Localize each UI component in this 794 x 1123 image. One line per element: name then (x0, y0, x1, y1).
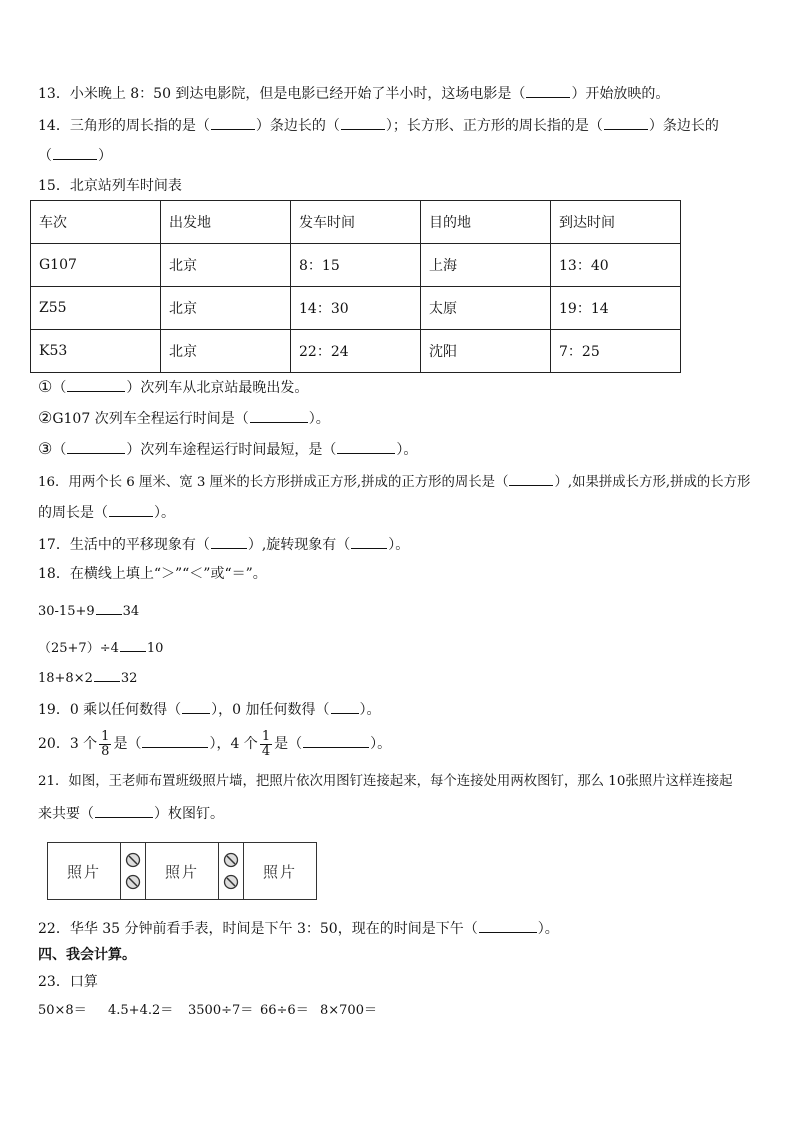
answer-blank[interactable] (303, 734, 369, 748)
answer-blank[interactable] (109, 503, 153, 517)
calc-item: 4.5+4.2＝ (108, 1003, 174, 1018)
answer-blank[interactable] (526, 84, 570, 98)
question-13: 13．小米晚上 8：50 到达电影院，但是电影已经开始了半小时，这场电影是（ ）开始放映的。 (38, 86, 670, 102)
answer-blank[interactable] (96, 601, 122, 615)
pushpin-icon (223, 874, 239, 890)
photo: 照片 (164, 862, 199, 881)
answer-blank[interactable] (53, 146, 97, 160)
answer-blank[interactable] (250, 409, 308, 423)
table-cell: 8：15 (291, 244, 421, 287)
table-cell: 7：25 (551, 330, 681, 373)
answer-blank[interactable] (120, 638, 146, 652)
table-cell: 沈阳 (421, 330, 551, 373)
question-22: 22．华华 35 分钟前看手表，时间是下午 3：50，现在的时间是下午（ ）。 (38, 921, 559, 937)
table-cell: 13：40 (551, 244, 681, 287)
answer-blank[interactable] (509, 472, 553, 486)
pushpin-icon (125, 852, 141, 868)
question-15-sub3: ③（ ）次列车途程运行时间最短，是（ ）。 (38, 439, 418, 458)
answer-blank[interactable] (211, 116, 255, 130)
table-cell: K53 (31, 330, 161, 373)
table-cell: 22：24 (291, 330, 421, 373)
compare-expression: 18+8×2 32 (38, 668, 137, 688)
calc-item: 66÷6＝ (260, 1003, 309, 1018)
compare-expression: （25+7）÷4 10 (38, 638, 163, 658)
photo-wall-figure (47, 842, 317, 900)
question-16-cont: 的周长是（ ）。 (38, 505, 175, 521)
answer-blank[interactable] (182, 700, 210, 714)
compare-expression: 30-15+9 34 (38, 601, 139, 621)
table-cell: 上海 (421, 244, 551, 287)
answer-blank[interactable] (341, 116, 385, 130)
oral-calc-row (38, 1002, 390, 1020)
header-cell: 出发地 (161, 201, 291, 244)
question-21: 21．如图，王老师布置班级照片墙，把照片依次用图钉连接起来，每个连接处用两枚图钉，那么 10张照片这样连接起 (38, 774, 733, 789)
calc-item: 50×8＝ (38, 1003, 87, 1018)
pin-pair (120, 843, 146, 899)
pushpin-icon (125, 874, 141, 890)
table-row (31, 330, 681, 373)
answer-blank[interactable] (331, 700, 359, 714)
fraction: $\frac{1}{4}$ (261, 728, 271, 759)
answer-blank[interactable] (95, 804, 153, 818)
header-cell: 目的地 (421, 201, 551, 244)
question-18: 18．在横线上填上“＞”“＜”或“＝”。 (38, 566, 267, 582)
answer-blank[interactable] (211, 535, 247, 549)
table-cell: 19：14 (551, 287, 681, 330)
answer-blank[interactable] (479, 919, 537, 933)
header-cell: 到达时间 (551, 201, 681, 244)
question-16: 16．用两个长 6 厘米、宽 3 厘米的长方形拼成正方形,拼成的正方形的周长是（ ）,如果拼成长方形,拼成的长方形 (38, 472, 750, 492)
pin-pair (218, 843, 244, 899)
answer-blank[interactable] (351, 535, 387, 549)
question-15-sub1: ①（ ）次列车从北京站最晚出发。 (38, 377, 309, 396)
table-row (31, 244, 681, 287)
table-cell: 北京 (161, 244, 291, 287)
table-cell: 太原 (421, 287, 551, 330)
question-21-cont: 来共要（ ）枚图钉。 (38, 806, 224, 822)
table-row (31, 287, 681, 330)
calc-item: 8×700＝ (320, 1003, 377, 1018)
header-cell: 发车时间 (291, 201, 421, 244)
table-cell: 14：30 (291, 287, 421, 330)
photo: 照片 (262, 862, 297, 881)
answer-blank[interactable] (67, 440, 125, 454)
answer-blank[interactable] (604, 116, 648, 130)
question-23-title: 23．口算 (38, 974, 98, 990)
fraction: $\frac{1}{8}$ (101, 728, 110, 759)
question-15-sub2: ②G107 次列车全程运行时间是（ ）。 (38, 408, 330, 427)
pushpin-icon (223, 852, 239, 868)
answer-blank[interactable] (94, 668, 120, 682)
table-cell: Z55 (31, 287, 161, 330)
answer-blank[interactable] (337, 440, 395, 454)
answer-blank[interactable] (67, 378, 125, 392)
answer-blank[interactable] (142, 734, 208, 748)
train-timetable (30, 200, 681, 373)
question-14: 14．三角形的周长指的是（ ）条边长的（ ）；长方形、正方形的周长指的是（ ）条边长的 (38, 118, 719, 134)
photo: 照片 (66, 862, 101, 881)
question-20: 20．3 个 $\frac{1}{8}$ 是（ ），4 个 $\frac{1}{4}$ 是（ ）。 (38, 728, 392, 759)
table-header-row (31, 201, 681, 244)
question-15-title: 15．北京站列车时间表 (38, 178, 182, 194)
header-cell: 车次 (31, 201, 161, 244)
question-19: 19．0 乘以任何数得（ ），0 加任何数得（ ）。 (38, 702, 381, 718)
section-heading: 四、我会计算。 (38, 947, 136, 963)
calc-item: 3500÷7＝ (188, 1003, 254, 1018)
table-cell: 北京 (161, 330, 291, 373)
table-cell: 北京 (161, 287, 291, 330)
table-cell: G107 (31, 244, 161, 287)
question-17: 17．生活中的平移现象有（ ）,旋转现象有（ ）。 (38, 537, 410, 553)
question-14-cont: （ ） (38, 148, 112, 164)
